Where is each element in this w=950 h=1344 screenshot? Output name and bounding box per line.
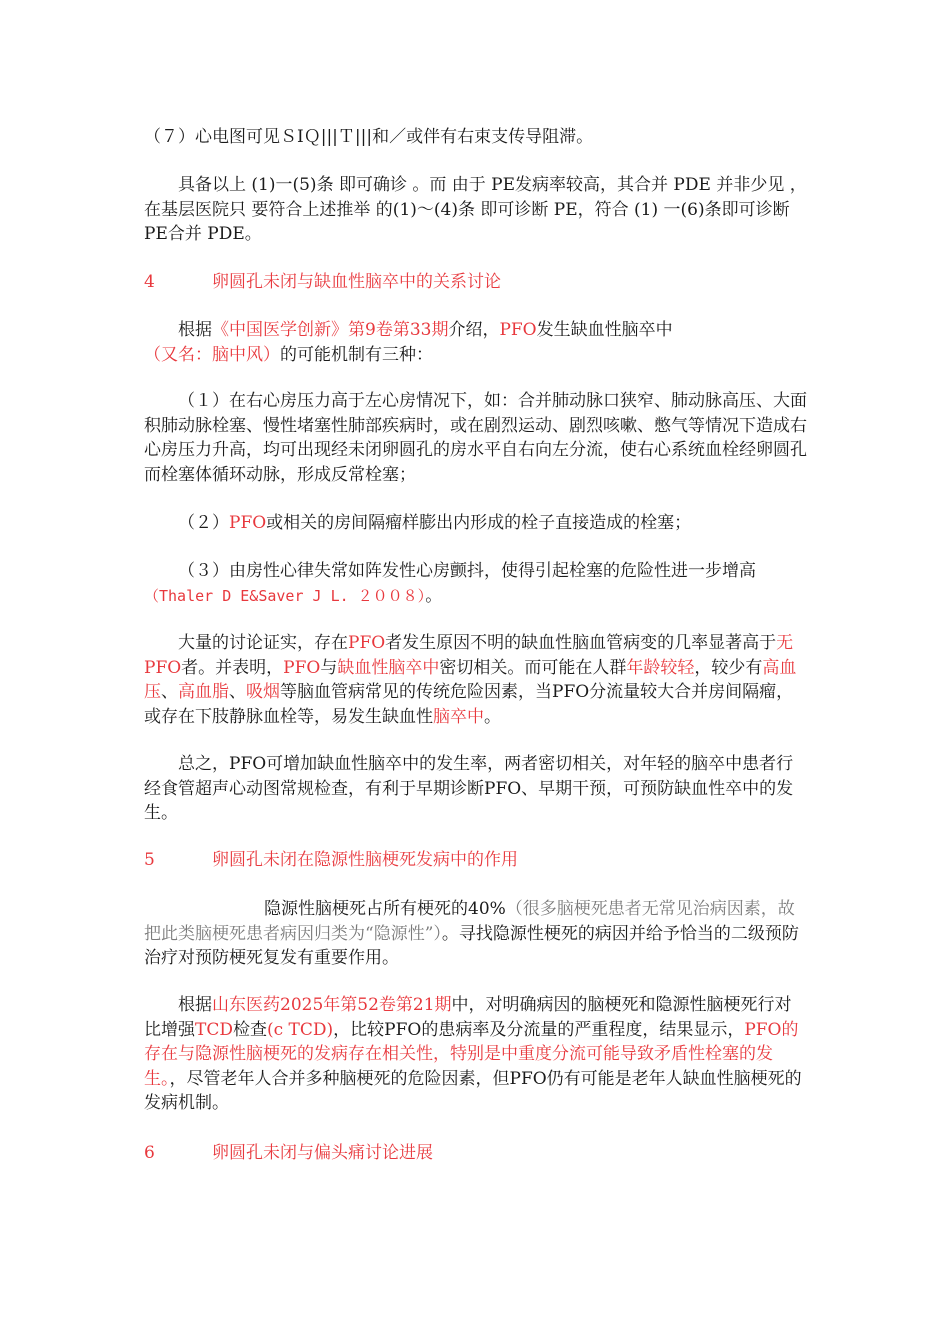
citation: 《中国医学创新》第9卷第33期	[212, 320, 449, 340]
text: ，较少有	[694, 657, 763, 678]
term: 高血压	[144, 657, 797, 702]
term-pfo: PFO	[348, 633, 386, 653]
mechanism-3	[144, 559, 808, 608]
text: 密切相关。而可能在人群	[439, 657, 627, 678]
term-pfo: PFO	[283, 657, 321, 678]
text: 等脑血管病常见的传统危险因素，当PFO分流量较大合并房间隔瘤，或存在下肢静脉血栓等，易发生缺血性	[144, 682, 794, 727]
section-title: 卵圆孔未闭在隐源性脑梗死发病中的作用	[212, 850, 518, 870]
text: 者发生原因不明的缺血性脑血管病变的几率显著高于	[385, 633, 777, 653]
note: （很多脑梗死患者无常见治病因素，故把此类脑梗死患者病因归类为“隐源性”）	[144, 899, 795, 944]
citation: （Thaler D E&Saver J L. ２００８）	[144, 586, 426, 605]
section-number: 6	[144, 1143, 155, 1163]
section-6-heading	[144, 1141, 433, 1165]
text: 、	[229, 682, 246, 702]
term: 年龄较轻	[626, 657, 695, 678]
text: 。	[484, 706, 501, 727]
mechanism-2	[144, 511, 808, 536]
section-title: 卵圆孔未闭与缺血性脑卒中的关系讨论	[212, 272, 501, 292]
item-7: （７）心电图可见ＳⅠＱ|||Ｔ|||和／或伴有右束支传导阻滞。	[144, 127, 594, 147]
alias-note: （又名：脑中风）	[144, 344, 280, 365]
text: ，尽管老年人合并多种脑梗死的危险因素，但PFO仍有可能是老年人缺血性脑梗死的发病机制。	[144, 1068, 802, 1113]
mechanism-1: （１）在右心房压力高于左心房情况下，如：合并肺动脉口狭窄、肺动脉高压、大面积肺动脉栓塞、慢性堵塞性肺部疾病时，或在剧烈运动、剧烈咳嗽、憋气等情况下造成右心房压力升高，均可出现经未闭卵圆孔的房水平自右向左分流，使右心系统血栓经卵圆孔而栓塞体循环动脉，形成反常栓塞；	[144, 391, 807, 485]
text: 隐源性脑梗死占所有梗死的40%	[264, 899, 506, 919]
term: TCD	[195, 1019, 233, 1040]
text: 介绍，	[448, 320, 500, 340]
section-number: 5	[144, 850, 155, 870]
paragraph-evidence	[144, 631, 808, 729]
term-pfo: PFO	[499, 320, 537, 340]
text: （２）	[178, 513, 229, 533]
paragraph-summary: 总之，PFO可增加缺血性脑卒中的发生率，两者密切相关，对年轻的脑卒中患者行经食管超声心动图常规检查，有利于早期诊断PFO、早期干预，可预防缺血性卒中的发生。	[144, 754, 794, 823]
section-5-heading	[144, 848, 518, 872]
section-4-heading	[144, 270, 501, 294]
text: 中，对明确病因的脑梗死和隐源性脑梗死行对比增强	[144, 995, 792, 1040]
paragraph-study	[144, 993, 808, 1116]
text: 、	[161, 682, 178, 702]
text: 。	[425, 585, 443, 606]
text: 与	[320, 657, 338, 678]
section-title: 卵圆孔未闭与偏头痛讨论进展	[212, 1143, 433, 1163]
term: (c TCD)	[266, 1019, 334, 1040]
text: 或相关的房间隔瘤样膨出内形成的栓子直接造成的栓塞；	[266, 513, 692, 533]
term-pfo: PFO	[229, 513, 267, 533]
paragraph-mechanisms-intro	[144, 318, 808, 367]
text: 的可能机制有三种：	[280, 344, 433, 365]
finding: PFO的存在与隐源性脑梗死的发病存在相关性，特别是中重度分流可能导致矛盾性栓塞的发生。	[144, 1019, 799, 1089]
term: 高血脂	[178, 682, 229, 702]
text: ，比较PFO的患病率及分流量的严重程度，结果显示，	[333, 1019, 745, 1040]
section-number: 4	[144, 272, 155, 292]
diagnosis-paragraph: 具备以上 (1)一(5)条 即可确诊 。而 由于 PE发病率较高，其合并 PDE 并非少见 ，在基层医院只 要符合上述推举 的(1)～(4)条 即可诊断 PE，符合 (1) 一(6)条即可诊断 PE合并 PDE。	[144, 175, 807, 244]
paragraph-cryptogenic	[144, 897, 808, 971]
text: 根据	[178, 320, 212, 340]
term: 缺血性脑卒中	[337, 657, 440, 678]
term: 吸烟	[246, 682, 280, 702]
text: 发生缺血性脑卒中	[536, 320, 673, 340]
term: 脑卒中	[433, 706, 484, 727]
text: 根据	[178, 995, 212, 1015]
text: 。寻找隐源性梗死的病因并给予恰当的二级预防治疗对预防梗死复发有重要作用。	[144, 923, 799, 968]
text: 者。并表明，	[181, 657, 284, 678]
text: 检查	[232, 1019, 267, 1040]
text: （３）由房性心律失常如阵发性心房颤抖，使得引起栓塞的危险性进一步增高	[178, 561, 756, 581]
term: 无PFO	[144, 633, 794, 678]
text: 大量的讨论证实，存在	[178, 633, 348, 653]
citation: 山东医药2025年第52卷第21期	[212, 995, 452, 1015]
